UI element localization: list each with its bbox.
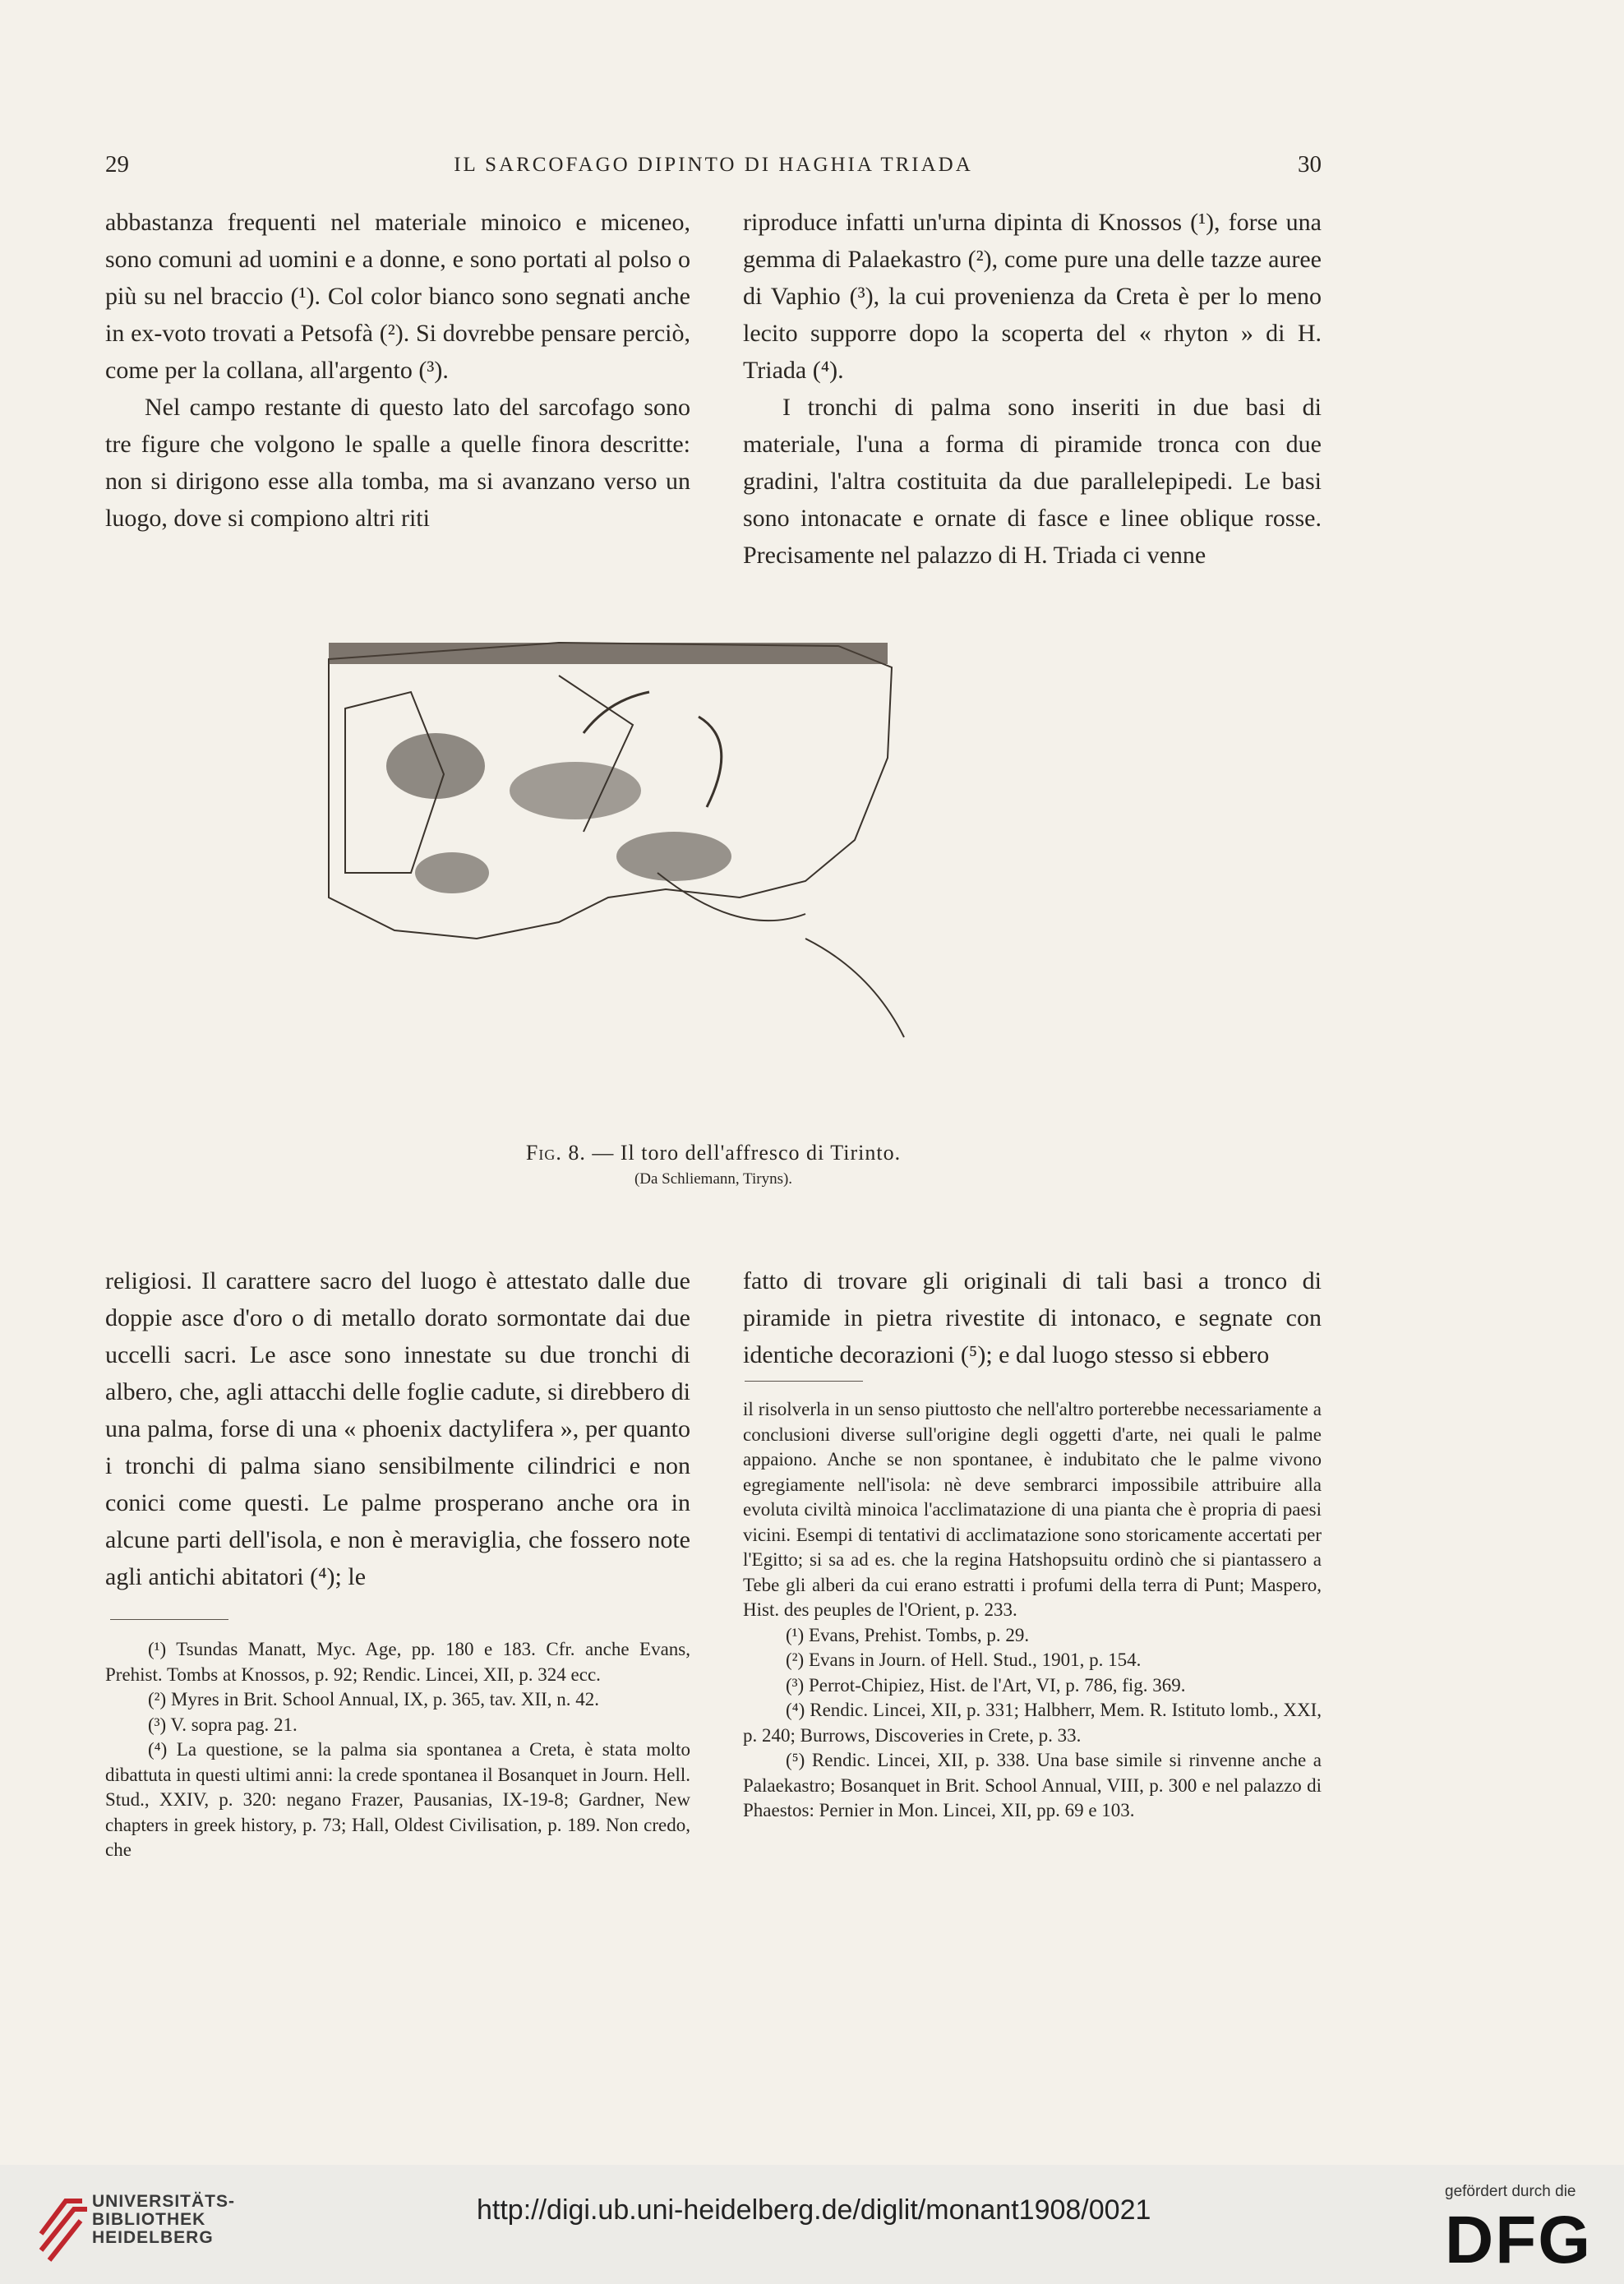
- figure-label: Fig. 8.: [525, 1141, 586, 1165]
- footnote-divider: [110, 1619, 228, 1620]
- funded-by-label: gefördert durch die: [1445, 2183, 1576, 2200]
- footnote-continuation: il risolverla in un senso piuttosto che nell'altro porterebbe necessariamente a conclusioni diverse sull'origine degli oggetti d'arte, nei quali le palme appaiono. Anche se non spontanee, è indubitato che le palme vivono egregiamente nell'isola: nè deve sembrarci impossibile attribuire alla evoluta civiltà minoica l'acclimatazione di una pianta che è propria di paesi vicini. Esempi di tentativi di acclimatazione sono storicamente accertati per l'Egitto; si sa ad es. che la regina Hatshopsuitu ordinò che si piantassero a Tebe gli alberi da cui erano estratti i profumi della terra di Punt; Maspero, Hist. des peuples de l'Orient, p. 233.: [743, 1399, 1322, 1620]
- page-number-right: 30: [1298, 151, 1322, 178]
- footnote: (¹) Evans, Prehist. Tombs, p. 29.: [786, 1624, 1030, 1645]
- footnote: (⁵) Rendic. Lincei, XII, p. 338. Una base simile si rinvenne anche a Palaekastro; Bosanquet in Brit. School Annual, VIII, p. 300 e nel palazzo di Phaestos: Pernier in Mon. Lincei, XII, pp. 69 e 103.: [743, 1750, 1322, 1820]
- footnotes-right: [743, 1397, 1322, 1824]
- right-column-bottom: [743, 1262, 1322, 1373]
- footnote-divider: [745, 1381, 863, 1382]
- footnote: (³) Perrot-Chipiez, Hist. de l'Art, VI, p. 786, fig. 369.: [786, 1674, 1186, 1696]
- paragraph: riproduce infatti un'urna dipinta di Knossos (¹), forse una gemma di Palaekastro (²), come pure una delle tazze auree di Vaphio (³), la cui provenienza da Creta è per lo meno lecito supporre dopo la scoperta del « rhyton » di H. Triada (⁴).: [743, 209, 1322, 384]
- dfg-logo: DFG: [1445, 2203, 1593, 2277]
- figure-caption-text: — Il toro dell'affresco di Tirinto.: [592, 1141, 902, 1165]
- page-number-left: 29: [105, 151, 129, 178]
- left-column-bottom: [105, 1262, 690, 1595]
- bull-fresco-figure: [312, 626, 1118, 1136]
- library-logo-icon: [33, 2185, 99, 2267]
- footnotes-left: [105, 1637, 690, 1863]
- paragraph: Nel campo restante di questo lato del sarcofago sono tre figure che volgono le spalle a quelle finora descritte: non si dirigono esse alla tomba, ma si avanzano verso un luogo, dove si compiono altri riti: [105, 394, 690, 532]
- footnote: (²) Myres in Brit. School Annual, IX, p. 365, tav. XII, n. 42.: [148, 1689, 600, 1710]
- library-name-line: HEIDELBERG: [92, 2228, 214, 2247]
- permalink-url[interactable]: http://digi.ub.uni-heidelberg.de/diglit/monant1908/0021: [477, 2194, 1151, 2226]
- footnote: (⁴) La questione, se la palma sia spontanea a Creta, è stata molto dibattuta in questi ultimi anni: la crede spontanea il Bosanquet in Journ. Hell. Stud., XXIV, p. 320: negano Frazer, Pausanias, IX-19-8; Gardner, New chapters in greek history, p. 73; Hall, Oldest Civilisation, p. 189. Non credo, che: [105, 1739, 690, 1860]
- figure-caption: [105, 1141, 1322, 1165]
- right-column-top: [743, 204, 1322, 574]
- figure-source: (Da Schliemann, Tiryns).: [634, 1170, 793, 1188]
- footnote: (¹) Tsundas Manatt, Myc. Age, pp. 180 e 183. Cfr. anche Evans, Prehist. Tombs at Knossos, p. 92; Rendic. Lincei, XII, p. 324 ecc.: [105, 1639, 690, 1685]
- paragraph: fatto di trovare gli originali di tali basi a tronco di piramide in pietra rivestite di intonaco, e segnate con identiche decorazioni (⁵); e dal luogo stesso si ebbero: [743, 1267, 1322, 1368]
- paragraph: I tronchi di palma sono inseriti in due basi di materiale, l'una a forma di piramide tronca con due gradini, l'altra costituita da due parallelepipedi. Le basi sono intonacate e ornate di fasce e linee oblique rosse. Precisamente nel palazzo di H. Triada ci venne: [743, 394, 1322, 569]
- footnote: (²) Evans in Journ. of Hell. Stud., 1901, p. 154.: [786, 1650, 1142, 1670]
- running-header: [105, 151, 1322, 184]
- paragraph: religiosi. Il carattere sacro del luogo è attestato dalle due doppie asce d'oro o di metallo dorato sormontate dai due uccelli sacri. Le asce sono innestate su due tronchi di albero, che, agli attacchi delle foglie cadute, si direbbero di una palma, forse di una « phoenix dactylifera », per quanto i tronchi di palma siano sensibilmente cilindrici e non conici come questi. Le palme prosperano anche ora in alcune parti dell'isola, e non è meraviglia, che fossero note agli antichi abitatori (⁴); le: [105, 1267, 690, 1590]
- library-name-line: BIBLIOTHEK: [92, 2210, 206, 2229]
- footnote: (⁴) Rendic. Lincei, XII, p. 331; Halbherr, Mem. R. Istituto lomb., XXI, p. 240; Burrows, Discoveries in Crete, p. 33.: [743, 1700, 1322, 1746]
- library-name: [92, 2193, 235, 2247]
- library-name-line: UNIVERSITÄTS-: [92, 2192, 236, 2211]
- left-column-top: [105, 204, 690, 537]
- footnote: (³) V. sopra pag. 21.: [148, 1714, 298, 1735]
- paragraph: abbastanza frequenti nel materiale minoico e miceneo, sono comuni ad uomini e a donne, e sono portati al polso o più su nel braccio (¹). Col color bianco sono segnati anche in ex-voto trovati a Petsofà (²). Si dovrebbe pensare perciò, come per la collana, all'argento (³).: [105, 209, 690, 384]
- running-title: IL SARCOFAGO DIPINTO DI HAGHIA TRIADA: [454, 154, 973, 176]
